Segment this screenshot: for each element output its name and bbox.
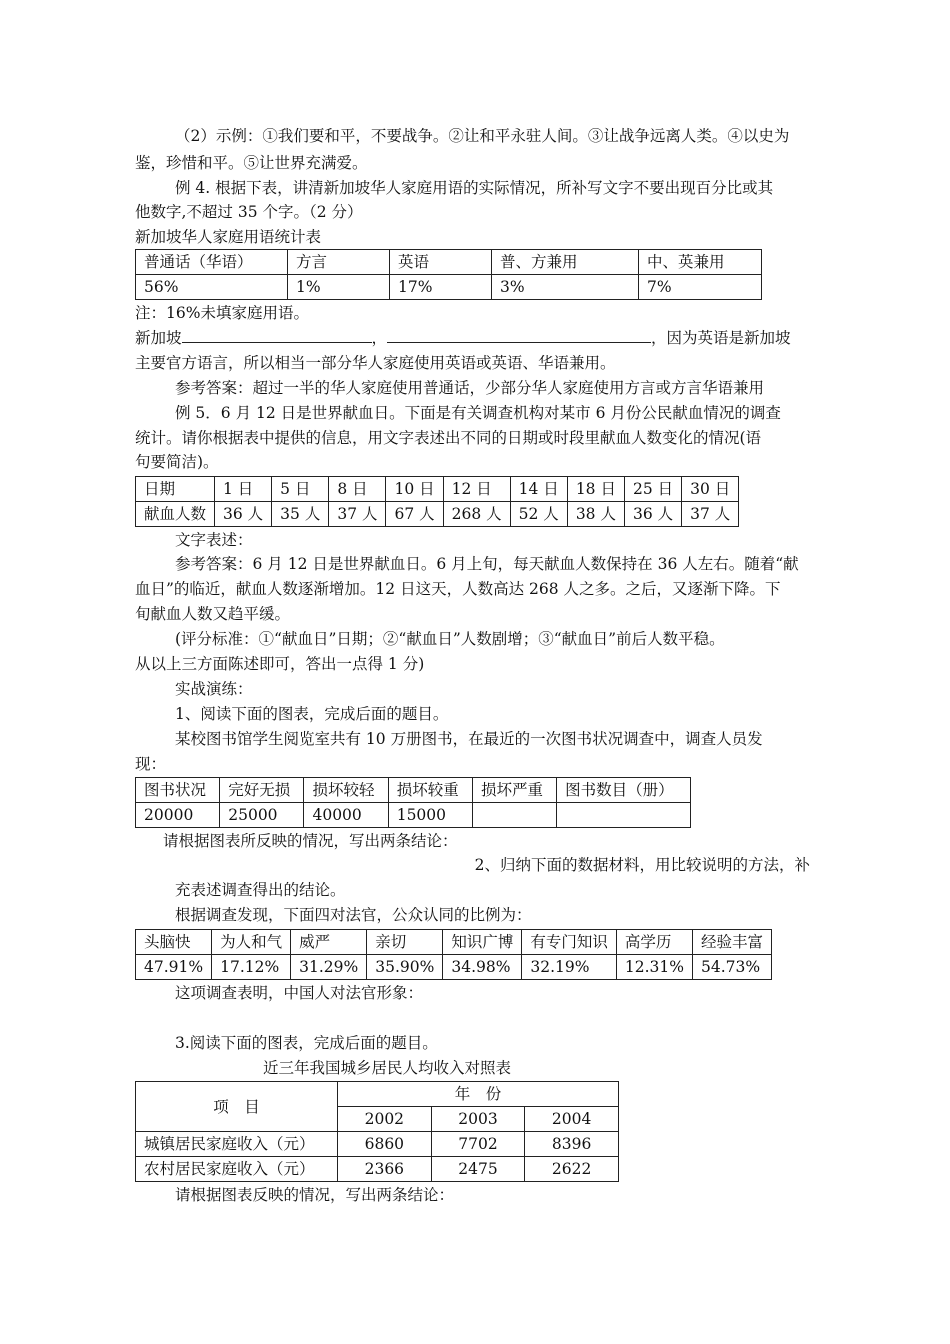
table-cell: 献血人数 <box>136 502 215 527</box>
blood-donation-table <box>135 476 739 527</box>
table-cell: 268 人 <box>443 502 510 527</box>
language-table <box>135 249 762 300</box>
text-line: 1、阅读下面的图表，完成后面的题目。 <box>175 705 449 723</box>
table-cell: 8396 <box>525 1132 619 1157</box>
table-cell: 36 人 <box>624 502 681 527</box>
table-header-cell: 2004 <box>525 1107 619 1132</box>
table-cell: 47.91% <box>136 955 212 980</box>
table-cell: 15000 <box>388 803 472 828</box>
text-line: 参考答案：超过一半的华人家庭使用普通话，少部分华人家庭使用方言或方言华语兼用 <box>175 379 765 397</box>
table-header-cell: 英语 <box>390 250 492 275</box>
table-row <box>136 803 691 828</box>
text-line: 请根据图表所反映的情况，写出两条结论： <box>163 832 458 850</box>
table-row-label: 城镇居民家庭收入（元） <box>136 1132 338 1157</box>
table-row <box>136 1157 619 1182</box>
text-line: 鉴，珍惜和平。⑤让世界充满爱。 <box>135 154 368 172</box>
table-cell: 1% <box>288 275 390 300</box>
table-row <box>136 477 739 502</box>
text-line: 统计。请你根据表中提供的信息，用文字表述出不同的日期或时段里献血人数变化的情况(语 <box>135 429 762 447</box>
table-header-cell: 日期 <box>136 477 215 502</box>
fill-prefix: 新加坡 <box>135 329 182 347</box>
table-cell: 12.31% <box>616 955 692 980</box>
answer-blank[interactable] <box>387 326 651 343</box>
text-line: 根据调查发现，下面四对法官，公众认同的比例为： <box>175 906 532 924</box>
text-line: 请根据图表反映的情况，写出两条结论： <box>175 1186 455 1204</box>
table-header-cell: 有专门知识 <box>522 930 617 955</box>
text-line: 这项调查表明，中国人对法官形象： <box>175 984 424 1002</box>
table-header-cell: 1 日 <box>215 477 272 502</box>
table-cell: 31.29% <box>291 955 367 980</box>
table-row <box>136 930 772 955</box>
table-cell <box>557 803 691 828</box>
table-header-cell: 中、英兼用 <box>639 250 762 275</box>
table-header-cell: 经验丰富 <box>692 930 771 955</box>
table-header-cell: 普、方兼用 <box>492 250 639 275</box>
table-header-cell: 30 日 <box>682 477 739 502</box>
table-header-cell: 项 目 <box>136 1082 338 1132</box>
table-header-cell: 高学历 <box>616 930 692 955</box>
text-line: 主要官方语言，所以相当一部分华人家庭使用英语或英语、华语兼用。 <box>135 354 616 372</box>
table-cell: 38 人 <box>567 502 624 527</box>
table-header-cell: 2003 <box>431 1107 525 1132</box>
text-line: 3.阅读下面的图表，完成后面的题目。 <box>175 1034 438 1052</box>
table-note: 注：16%未填家庭用语。 <box>135 304 309 322</box>
table-header-cell: 方言 <box>288 250 390 275</box>
table-header-cell: 损坏严重 <box>472 778 556 803</box>
table-header-cell: 损坏较重 <box>388 778 472 803</box>
table-cell: 3% <box>492 275 639 300</box>
section-heading: 实战演练： <box>175 680 253 698</box>
book-condition-table <box>135 777 691 828</box>
table-cell: 32.19% <box>522 955 617 980</box>
text-line: 从以上三方面陈述即可，答出一点得 1 分) <box>135 655 425 673</box>
table-cell: 17.12% <box>212 955 291 980</box>
table-caption: 近三年我国城乡居民人均收入对照表 <box>263 1059 512 1077</box>
text-line: 参考答案：6 月 12 日是世界献血日。6 月上旬，每天献血人数保持在 36 人左右。随着“献 <box>175 555 799 573</box>
table-header-cell: 10 日 <box>386 477 443 502</box>
text-line: （2）示例：①我们要和平，不要战争。②让和平永驻人间。③让战争远离人类。④以史为 <box>175 127 790 145</box>
table-cell: 37 人 <box>329 502 386 527</box>
table-cell: 67 人 <box>386 502 443 527</box>
text-line: 某校图书馆学生阅览室共有 10 万册图书，在最近的一次图书状况调查中，调查人员发 <box>175 730 763 748</box>
judge-image-table <box>135 929 772 980</box>
fill-separator: ， <box>371 329 388 347</box>
table-cell <box>472 803 556 828</box>
table-header-cell: 普通话（华语） <box>136 250 288 275</box>
table-header-cell: 8 日 <box>329 477 386 502</box>
table-cell: 52 人 <box>510 502 567 527</box>
text-line: 句要简洁)。 <box>135 453 219 471</box>
table-cell: 17% <box>390 275 492 300</box>
text-line: 他数字,不超过 35 个字。（2 分） <box>135 203 363 221</box>
table-header-cell: 图书状况 <box>136 778 220 803</box>
table-cell: 37 人 <box>682 502 739 527</box>
table-row-label: 农村居民家庭收入（元） <box>136 1157 338 1182</box>
text-line: 血日”的临近，献血人数逐渐增加。12 日这天，人数高达 268 人之多。之后，又逐渐下降。下 <box>135 580 781 598</box>
table-header-cell: 亲切 <box>367 930 443 955</box>
table-header-cell: 25 日 <box>624 477 681 502</box>
table-cell: 7% <box>639 275 762 300</box>
text-line: 充表述调查得出的结论。 <box>175 881 346 899</box>
table-cell: 35.90% <box>367 955 443 980</box>
table-header-cell: 完好无损 <box>220 778 304 803</box>
table-cell: 2622 <box>525 1157 619 1182</box>
table-cell: 36 人 <box>215 502 272 527</box>
table-cell: 7702 <box>431 1132 525 1157</box>
table-header-cell: 年 份 <box>338 1082 619 1107</box>
table-cell: 56% <box>136 275 288 300</box>
table-row <box>136 955 772 980</box>
text-line: 2、归纳下面的数据材料，用比较说明的方法，补 <box>474 856 810 874</box>
table-header-cell: 损坏较轻 <box>304 778 388 803</box>
table-header-cell: 5 日 <box>272 477 329 502</box>
fill-blank-line <box>135 326 810 350</box>
text-line: (评分标准：①“献血日”日期；②“献血日”人数剧增；③“献血日”前后人数平稳。 <box>175 630 725 648</box>
table-row <box>136 275 762 300</box>
fill-suffix: ，因为英语是新加坡 <box>651 329 791 347</box>
table-row <box>136 1132 619 1157</box>
table-header-cell: 12 日 <box>443 477 510 502</box>
table-header-cell: 头脑快 <box>136 930 212 955</box>
text-line: 例 5．6 月 12 日是世界献血日。下面是有关调查机构对某市 6 月份公民献血情况的调查 <box>175 404 781 422</box>
table-caption: 新加坡华人家庭用语统计表 <box>135 228 322 246</box>
table-header-cell: 18 日 <box>567 477 624 502</box>
table-header-cell: 2002 <box>338 1107 432 1132</box>
answer-blank[interactable] <box>182 326 372 343</box>
table-cell: 54.73% <box>692 955 771 980</box>
text-line: 文字表述： <box>175 531 253 549</box>
table-header-cell: 图书数目（册） <box>557 778 691 803</box>
table-header-cell: 知识广博 <box>443 930 522 955</box>
table-cell: 34.98% <box>443 955 522 980</box>
table-cell: 2475 <box>431 1157 525 1182</box>
table-cell: 6860 <box>338 1132 432 1157</box>
table-cell: 35 人 <box>272 502 329 527</box>
table-cell: 20000 <box>136 803 220 828</box>
income-table <box>135 1081 619 1182</box>
table-cell: 40000 <box>304 803 388 828</box>
table-row <box>136 778 691 803</box>
text-line: 现： <box>135 755 167 773</box>
text-line: 例 4. 根据下表，讲清新加坡华人家庭用语的实际情况，所补写文字不要出现百分比或其 <box>175 179 774 197</box>
table-cell: 25000 <box>220 803 304 828</box>
table-header-cell: 威严 <box>291 930 367 955</box>
table-row <box>136 502 739 527</box>
table-row <box>136 250 762 275</box>
text-line: 旬献血人数又趋平缓。 <box>135 605 291 623</box>
table-header-cell: 14 日 <box>510 477 567 502</box>
table-header-cell: 为人和气 <box>212 930 291 955</box>
table-cell: 2366 <box>338 1157 432 1182</box>
table-row <box>136 1082 619 1107</box>
